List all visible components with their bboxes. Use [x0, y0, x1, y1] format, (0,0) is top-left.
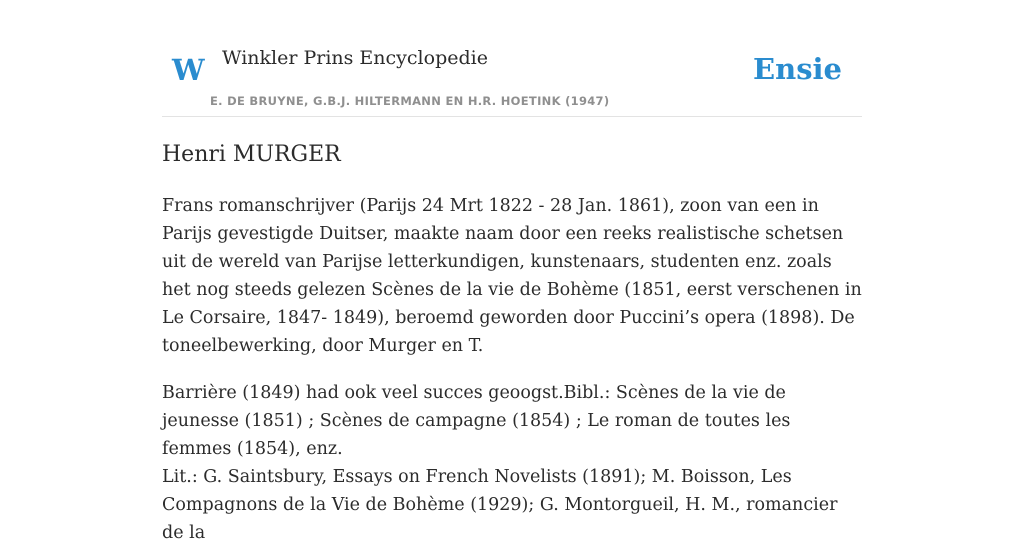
article-paragraph: Lit.: G. Saintsbury, Essays on French Novelists (1891); M. Boisson, Les Compagnons de la Vie de Bohème (1929); G. Montorgueil, H. M., romancier de la	[162, 467, 838, 543]
winkler-prins-logo-icon[interactable]: W	[172, 53, 205, 87]
source-authors: E. DE BRUYNE, G.B.J. HILTERMANN EN H.R. HOETINK (1947)	[210, 94, 610, 108]
entry-title: Henri MURGER	[162, 142, 341, 167]
article-paragraph: Barrière (1849) had ook veel succes geoogst.Bibl.: Scènes de la vie de jeunesse (1851) ; Scènes de campagne (1854) ; Le roman de toutes les femmes (1854), enz.	[162, 383, 791, 459]
article-paragraph: Frans romanschrijver (Parijs 24 Mrt 1822 - 28 Jan. 1861), zoon van een in Parijs gevestigde Duitser, maakte naam door een reeks realistische schetsen uit de wereld van Parijse letterkundigen, kunstenaars, studenten enz. zoals het nog steeds gelezen Scènes de la vie de Bohème (1851, eerst verschenen in Le Corsaire, 1847- 1849), beroemd geworden door Puccini’s opera (1898). De toneelbewerking, door Murger en T.	[162, 196, 862, 356]
page	[162, 0, 862, 543]
source-title-link[interactable]: Winkler Prins Encyclopedie	[222, 47, 488, 69]
ensie-logo[interactable]: Ensie	[753, 52, 842, 86]
source-header	[162, 0, 862, 117]
